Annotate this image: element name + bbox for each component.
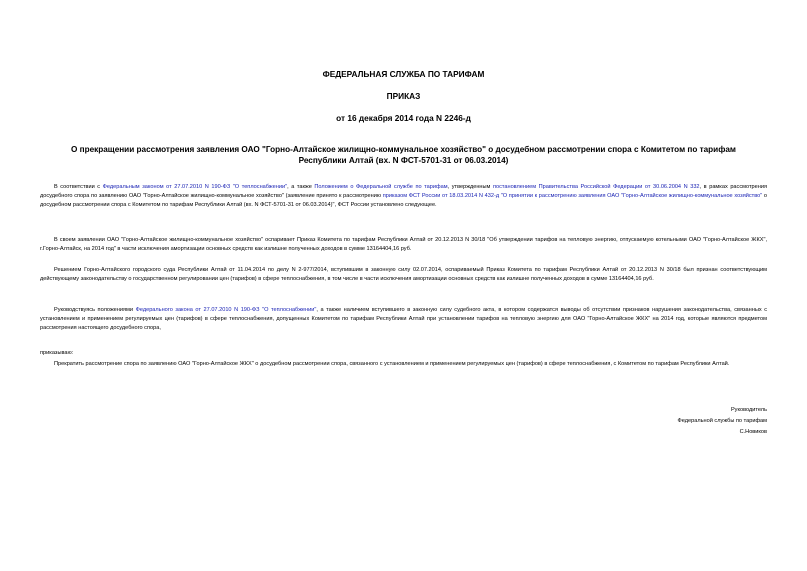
p1-text-4: , в рамках рассмотрения досудебного спора по заявлению ОАО "Горно-Алтайское жилищно-коммунальное хозяйство" (заявление принято к рассмотрению	[40, 184, 767, 199]
link-fst-order-432d[interactable]: приказом ФСТ России от 18.03.2014 N 432-д "О принятии к рассмотрению заявления ОАО "Горно-Алтайское жилищно-коммунальное хозяйство"	[382, 193, 763, 199]
signature-block	[678, 405, 768, 438]
link-federal-law-190[interactable]: Федеральным законом от 27.07.2010 N 190-ФЗ "О теплоснабжении"	[102, 184, 288, 190]
doc-date-number: от 16 декабря 2014 года N 2246-д	[336, 113, 471, 123]
signature-org: Федеральной службы по тарифам	[677, 418, 767, 424]
p4-text-1: Руководствуясь положениями	[54, 307, 136, 313]
doc-title	[40, 144, 767, 166]
link-government-decree-332[interactable]: постановлением Правительства Российской Федерации от 30.06.2004 N 332	[492, 184, 700, 190]
p1-text-2: , а также	[287, 184, 315, 190]
agency-name: ФЕДЕРАЛЬНАЯ СЛУЖБА ПО ТАРИФАМ	[322, 69, 485, 79]
doc-title-line-2: Республики Алтай (вх. N ФСТ-5701-31 от 06.03.2014)	[298, 156, 509, 165]
paragraph-1	[40, 183, 767, 210]
p1-text-3: , утвержденным	[447, 184, 493, 190]
doc-title-line-1: О прекращении рассмотрения заявления ОАО "Горно-Алтайское жилищно-коммунальное хозяйство" о досудебном рассмотрении спора с Комитетом по тарифам	[70, 145, 736, 154]
order-word: приказываю:	[40, 350, 74, 356]
p4-text-2: , а также наличием вступившего в законную силу судебного акта, в котором содержатся выводы об отсутствии признаков нарушения законодательства, связанных с установлением и применением регулируемых цен (тарифов) в сфере теплоснабжения, допущенных Комитетом по тарифам Республики Алтай при установлении тарифов на тепловую энергию для ОАО "Горно-Алтайское ЖКХ" на 2014 год, которые являются предметом рассмотрения настоящего досудебного спора,	[40, 307, 767, 331]
p1-text-5: о досудебном рассмотрении спора с Комитетом по тарифам Республики Алтай (вх. N ФСТ-5701-31 от 06.03.2014)", ФСТ России установлено следующее.	[40, 193, 768, 208]
p1-text-1: В соответствии с	[54, 184, 103, 190]
paragraph-4	[40, 306, 767, 333]
paragraph-3: Решением Горно-Алтайского городского суда Республики Алтай от 11.04.2014 по делу N 2-977/2014, вступившим в законную силу 02.07.2014, оспариваемый Приказ Комитета по тарифам Республики Алтай от 20.12.2013 N 30/18 был признан соответствующим действующему законодательству о государственном регулировании цен (тарифов) в сфере теплоснабжения, в том числе в части исключения амортизации основных средств как излишне полученных доходов в сумме 13164404,16 руб.	[40, 267, 767, 282]
paragraph-5: Прекратить рассмотрение спора по заявлению ОАО "Горно-Алтайское ЖКХ" о досудебном рассмотрении спора, связанного с установлением и применением регулируемых цен (тарифов) в сфере теплоснабжения, с Комитетом по тарифам Республики Алтай.	[54, 361, 730, 367]
link-fst-regulation[interactable]: Положением о Федеральной службе по тарифам	[314, 184, 448, 190]
paragraph-2: В своем заявлении ОАО "Горно-Алтайское жилищно-коммунальное хозяйство" оспаривает Приказ Комитета по тарифам Республики Алтай от 20.12.2013 N 30/18 "Об утверждении тарифов на тепловую энергию, отпускаемую котельными ОАО "Горно-Алтайское ЖКХ", г.Горно-Алтайск, на 2014 год" в части исключения амортизации основных средств как излишне полученных доходов в сумме 13164404,16 руб.	[40, 237, 767, 252]
doc-type: ПРИКАЗ	[386, 91, 421, 101]
signature-name: С.Новиков	[739, 429, 767, 435]
link-federal-law-190-second[interactable]: Федерального закона от 27.07.2010 N 190-ФЗ "О теплоснабжении"	[135, 307, 317, 313]
signature-title: Руководитель	[730, 407, 767, 413]
